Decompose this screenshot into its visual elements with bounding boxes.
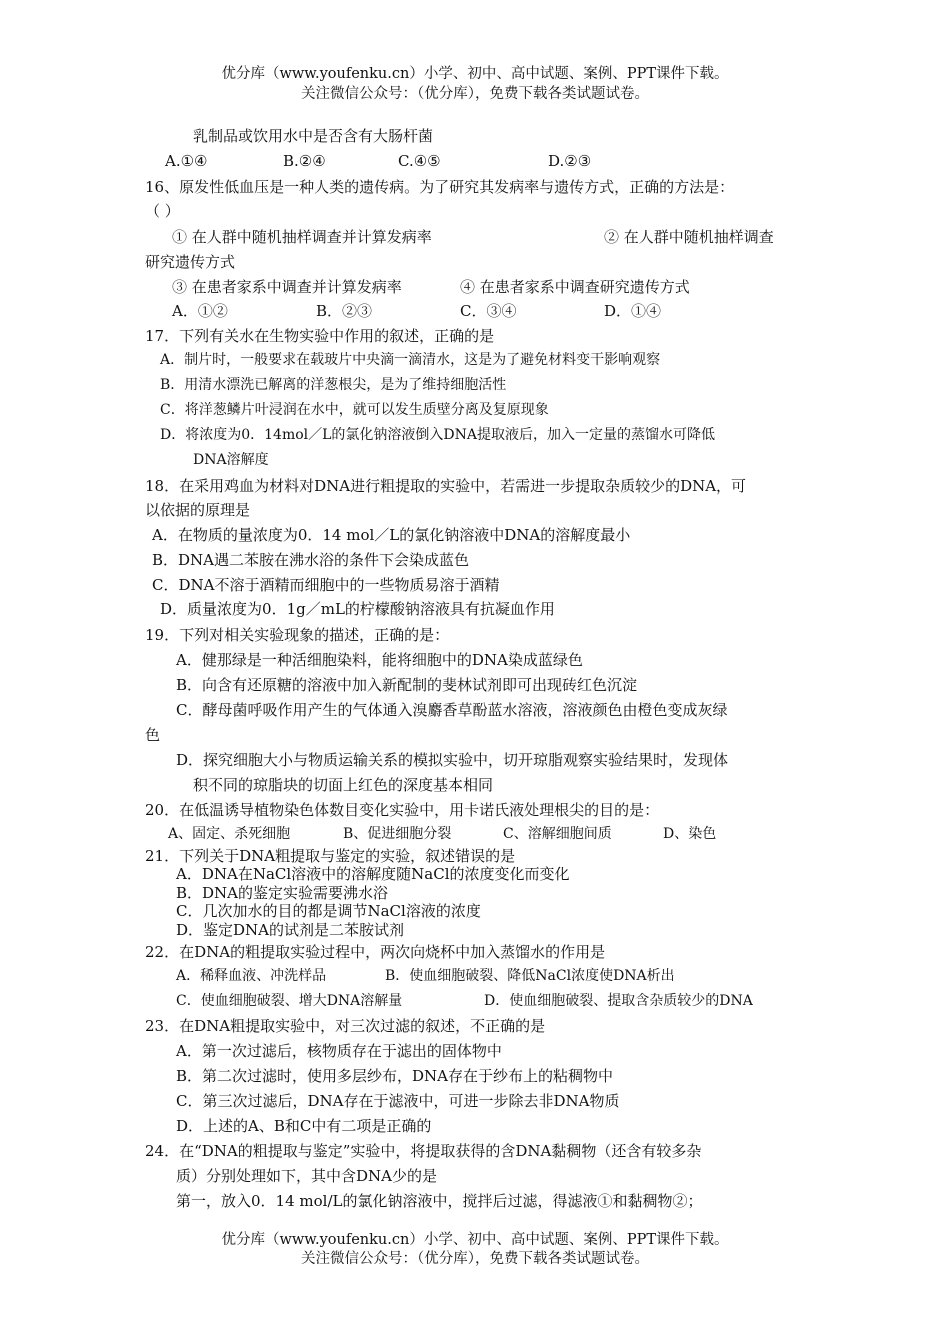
q15-tail: 乳制品或饮用水中是否含有大肠杆菌	[193, 127, 434, 145]
q20-option-c: C、溶解细胞间质	[503, 826, 612, 842]
q23-stem: 23．在DNA粗提取实验中，对三次过滤的叙述，不正确的是	[145, 1017, 546, 1035]
q19-option-a: A．健那绿是一种活细胞染料，能将细胞中的DNA染成蓝绿色	[176, 651, 583, 669]
q22-option-a: A．稀释血液、冲洗样品	[176, 968, 327, 984]
q21-option-b: B．DNA的鉴定实验需要沸水浴	[176, 884, 389, 902]
q20-option-d: D、染色	[663, 826, 717, 842]
q16-option-c: C．③④	[460, 302, 517, 320]
footer-line-2: 关注微信公众号：（优分库），免费下载各类试题试卷。	[301, 1251, 649, 1267]
q19-stem: 19．下列对相关实验现象的描述，正确的是：	[145, 626, 450, 644]
q23-option-a: A．第一次过滤后，核物质存在于滤出的固体物中	[176, 1042, 502, 1060]
q16-item-2a: ② 在人群中随机抽样调查	[604, 228, 774, 246]
q24-step-1: 第一，放入0．14 mol/L的氯化钠溶液中，搅拌后过滤，得滤液①和黏稠物②；	[176, 1192, 703, 1210]
q21-option-a: A．DNA在NaCl溶液中的溶解度随NaCl的浓度变化而变化	[176, 865, 570, 883]
q18-stem-line1: 18．在采用鸡血为材料对DNA进行粗提取的实验中，若需进一步提取杂质较少的DNA，可	[145, 477, 747, 495]
q19-option-c-line2: 色	[145, 726, 161, 744]
q16-item-1: ① 在人群中随机抽样调查并计算发病率	[172, 228, 432, 246]
q16-paren: （ ）	[145, 202, 180, 220]
q19-option-c-line1: C．酵母菌呼吸作用产生的气体通入溴麝香草酚蓝水溶液，溶液颜色由橙色变成灰绿	[176, 701, 728, 719]
footer-line-1: 优分库（www.youfenku.cn）小学、初中、高中试题、案例、PPT课件下载。	[221, 1232, 729, 1248]
header-line-1: 优分库（www.youfenku.cn）小学、初中、高中试题、案例、PPT课件下载。	[221, 66, 729, 82]
q15-option-c: C.④⑤	[398, 152, 441, 170]
q19-option-b: B．向含有还原糖的溶液中加入新配制的斐林试剂即可出现砖红色沉淀	[176, 676, 638, 694]
q23-option-d: D．上述的A、B和C中有二项是正确的	[176, 1117, 432, 1135]
q24-stem-line1: 24．在“DNA的粗提取与鉴定”实验中，将提取获得的含DNA黏稠物（还含有较多杂	[145, 1142, 702, 1160]
q16-option-b: B．②③	[316, 302, 373, 320]
q17-option-d-line2: DNA溶解度	[193, 452, 269, 468]
q17-option-b: B．用清水漂洗已解离的洋葱根尖，是为了维持细胞活性	[160, 377, 507, 393]
q15-option-a: A.①④	[165, 152, 208, 170]
q24-stem-line2: 质）分别处理如下，其中含DNA少的是	[176, 1167, 437, 1185]
q19-option-d-line2: 积不同的琼脂块的切面上红色的深度基本相同	[193, 776, 494, 794]
q19-option-d-line1: D．探究细胞大小与物质运输关系的模拟实验中，切开琼脂观察实验结果时，发现体	[176, 751, 729, 769]
q22-stem: 22．在DNA的粗提取实验过程中，两次向烧杯中加入蒸馏水的作用是	[145, 943, 606, 961]
q15-option-b: B.②④	[283, 152, 326, 170]
q18-option-b: B．DNA遇二苯胺在沸水浴的条件下会染成蓝色	[152, 551, 470, 569]
q21-option-c: C．几次加水的目的都是调节NaCl溶液的浓度	[176, 902, 481, 920]
q16-stem: 16、原发性低血压是一种人类的遗传病。为了研究其发病率与遗传方式，正确的方法是：	[145, 178, 735, 196]
header-line-2: 关注微信公众号：（优分库），免费下载各类试题试卷。	[301, 86, 649, 102]
q22-option-c: C．使血细胞破裂、增大DNA溶解量	[176, 993, 403, 1009]
q18-option-c: C．DNA不溶于酒精而细胞中的一些物质易溶于酒精	[152, 576, 500, 594]
q16-option-a: A．①②	[172, 302, 228, 320]
q18-option-a: A．在物质的量浓度为0．14 mol／L的氯化钠溶液中DNA的溶解度最小	[152, 526, 631, 544]
q17-option-a: A．制片时，一般要求在载玻片中央滴一滴清水，这是为了避免材料变干影响观察	[160, 352, 661, 368]
q22-option-b: B．使血细胞破裂、降低NaCl浓度使DNA析出	[385, 968, 675, 984]
q15-option-d: D.②③	[548, 152, 592, 170]
q16-option-d: D．①④	[604, 302, 662, 320]
q18-option-d: D．质量浓度为0．1g／mL的柠檬酸钠溶液具有抗凝血作用	[160, 600, 555, 618]
q17-option-c: C．将洋葱鳞片叶浸润在水中，就可以发生质壁分离及复原现象	[160, 402, 549, 418]
q23-option-b: B．第二次过滤时，使用多层纱布，DNA存在于纱布上的粘稠物中	[176, 1067, 614, 1085]
q18-stem-line2: 以依据的原理是	[145, 501, 251, 519]
q16-item-4: ④ 在患者家系中调查研究遗传方式	[460, 278, 690, 296]
q20-stem: 20．在低温诱导植物染色体数目变化实验中，用卡诺氏液处理根尖的目的是：	[145, 801, 660, 819]
q22-option-d: D．使血细胞破裂、提取含杂质较少的DNA	[484, 993, 753, 1009]
q21-option-d: D．鉴定DNA的试剂是二苯胺试剂	[176, 921, 405, 939]
q20-option-a: A、固定、杀死细胞	[168, 826, 291, 842]
q17-stem: 17．下列有关水在生物实验中作用的叙述，正确的是	[145, 327, 495, 345]
q23-option-c: C．第三次过滤后，DNA存在于滤液中，可进一步除去非DNA物质	[176, 1092, 620, 1110]
q21-stem: 21．下列关于DNA粗提取与鉴定的实验，叙述错误的是	[145, 847, 516, 865]
q20-option-b: B、促进细胞分裂	[343, 826, 452, 842]
q17-option-d-line1: D．将浓度为0．14mol／L的氯化钠溶液倒入DNA提取液后，加入一定量的蒸馏水可降低	[160, 427, 716, 443]
q16-item-2b: 研究遗传方式	[145, 253, 236, 271]
q16-item-3: ③ 在患者家系中调查并计算发病率	[172, 278, 402, 296]
